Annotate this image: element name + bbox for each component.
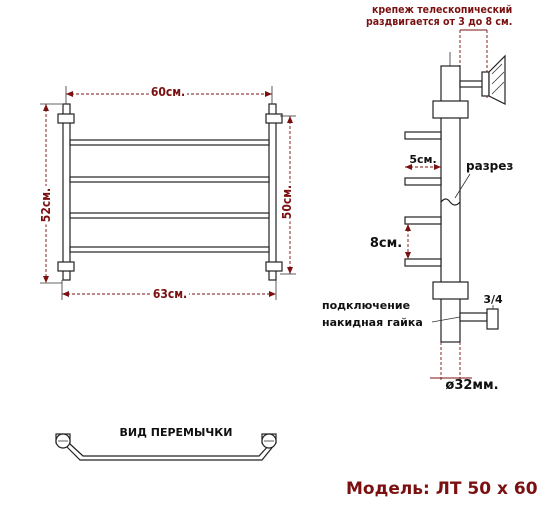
side-bar-3	[405, 217, 441, 224]
telescopic-label-line2: раздвигается от 3 до 8 см.	[366, 16, 513, 28]
side-block-top	[433, 101, 468, 118]
crossbar-1	[70, 140, 269, 145]
connection-nut	[487, 309, 498, 329]
bracket-top-left	[58, 114, 74, 123]
wall-offset-label: 8см.	[369, 236, 403, 251]
side-bar-2	[405, 178, 441, 185]
model-label: Модель: ЛТ 50 x 60	[346, 479, 538, 499]
side-block-bottom	[433, 282, 468, 299]
connection-pipe	[460, 313, 487, 321]
bracket-top-right	[266, 114, 282, 123]
section-label: разрез	[466, 159, 514, 173]
bracket-bottom-left	[58, 262, 74, 271]
bottom-width-label: 63см.	[152, 287, 188, 301]
crossbar-2	[70, 177, 269, 182]
height-outer-label: 52см.	[39, 187, 53, 223]
crossbar-4	[70, 247, 269, 252]
top-width-label: 60см.	[150, 85, 186, 99]
telescopic-label-line1: крепеж телескопический	[372, 4, 513, 16]
jumper-view	[56, 426, 276, 460]
front-view	[39, 85, 296, 301]
wall-plate-top	[482, 72, 489, 96]
left-rail	[63, 104, 70, 280]
right-rail	[269, 104, 276, 280]
bracket-bottom-right	[266, 262, 282, 271]
thread-label: 3/4	[483, 293, 503, 306]
connection-label-line2: накидная гайка	[322, 316, 423, 329]
side-bar-1	[405, 132, 441, 139]
wall-hatch-top	[489, 56, 505, 104]
jumper-title: ВИД ПЕРЕМЫЧКИ	[119, 426, 233, 439]
crossbar-3	[70, 213, 269, 218]
height-inner-label: 50см.	[280, 184, 294, 220]
side-bar-4	[405, 259, 441, 266]
bar-spacing-label: 5см.	[409, 153, 437, 166]
jumper-bar	[64, 444, 275, 460]
diameter-label: ø32мм.	[445, 378, 499, 393]
side-view	[322, 4, 513, 393]
connection-label-line1: подключение	[322, 299, 411, 312]
